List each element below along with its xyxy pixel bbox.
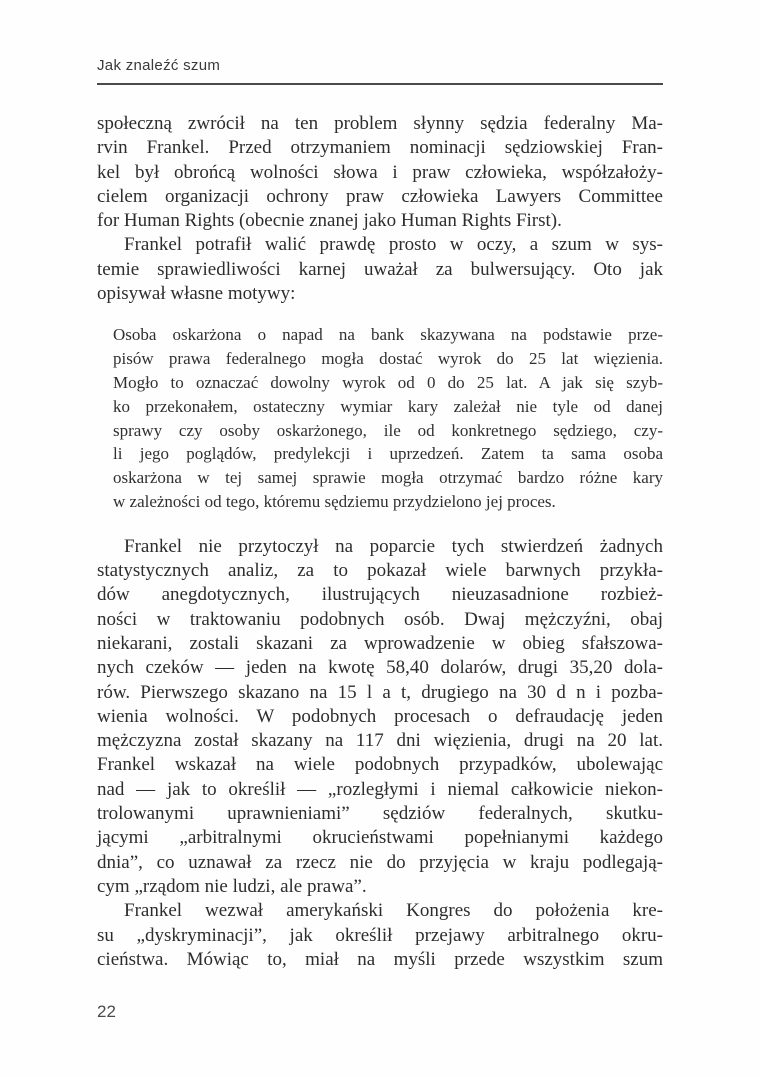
- running-header: [97, 57, 663, 85]
- header-rule: [97, 83, 663, 85]
- text-line: Mogło to oznaczać dowolny wyrok od 0 do 25 lat. A jak się szyb-: [113, 372, 663, 392]
- text-line: mężczyzna został skazany na 117 dni więzienia, drugi na 20 lat.: [97, 730, 663, 752]
- text-line: społeczną zwrócił na ten problem słynny sędzia federalny Ma-: [97, 113, 663, 134]
- text-line: wienia wolności. W podobnych procesach o defraudację jeden: [97, 705, 663, 727]
- text-line: statystycznych analiz, za to pokazał wiele barwnych przykła-: [97, 560, 663, 582]
- text-line: cieństwa. Mówiąc to, miał na myśli przede wszystkim szum: [97, 948, 663, 970]
- text-line: w zależności od tego, któremu sędziemu przydzielono jej proces.: [113, 491, 556, 511]
- text-line: for Human Rights (obecnie znanej jako Human Rights First).: [97, 210, 562, 232]
- text-line: temie sprawiedliwości karnej uważał za bulwersujący. Oto jak: [97, 258, 663, 280]
- text-line: kel był obrońcą wolności słowa i praw człowieka, współzałoży-: [97, 161, 663, 183]
- text-line: nad — jak to określił — „rozległymi i niemal całkowicie niekon-: [97, 778, 663, 800]
- text-line: ności w traktowaniu podobnych osób. Dwaj mężczyźni, obaj: [97, 608, 663, 630]
- text-line: pisów prawa federalnego mogła dostać wyrok do 25 lat więzienia.: [113, 349, 663, 369]
- text-line: nych czeków — jeden na kwotę 58,40 dolarów, drugi 35,20 dola-: [97, 657, 663, 679]
- paragraph-2: [97, 233, 663, 306]
- text-line: Frankel wskazał na wiele podobnych przypadków, ubolewając: [97, 754, 663, 776]
- text-line: rów. Pierwszego skazano na 15 l a t, drugiego na 30 d n i pozba-: [97, 681, 663, 703]
- text-line: cielem organizacji ochrony praw człowieka Lawyers Committee: [97, 185, 663, 207]
- text-line: Frankel potrafił walić prawdę prosto w oczy, a szum w sys-: [124, 234, 663, 256]
- paragraph-4: [97, 899, 663, 972]
- text-line: rvin Frankel. Przed otrzymaniem nominacji sędziowskiej Fran-: [97, 137, 663, 159]
- block-quote: [97, 323, 663, 513]
- text-line: dnia”, co uznawał za rzecz nie do przyjęcia w kraju podlegają-: [97, 851, 663, 873]
- text-line: Frankel nie przytoczył na poparcie tych stwierdzeń żadnych: [124, 535, 663, 557]
- page-body: [97, 112, 663, 972]
- text-line: opisywał własne motywy:: [97, 283, 296, 305]
- text-line: sprawy czy osoby oskarżonego, ile od konkretnego sędziego, czy-: [113, 420, 663, 440]
- running-header-title: Jak znaleźć szum: [97, 57, 221, 74]
- text-line: niekarani, zostali skazani za wprowadzenie w obieg sfałszowa-: [97, 632, 663, 654]
- paragraph-1: [97, 112, 663, 233]
- page-number: 22: [97, 1002, 116, 1021]
- paragraph-3: [97, 535, 663, 899]
- text-line: trolowanymi uprawnieniami” sędziów federalnych, skutku-: [97, 803, 663, 825]
- text-line: dów anegdotycznych, ilustrujących nieuzasadnione rozbież-: [97, 584, 663, 606]
- text-line: li jego poglądów, predylekcji i uprzedzeń. Zatem ta sama osoba: [113, 444, 663, 464]
- text-line: oskarżona w tej samej sprawie mogła otrzymać bardzo różne kary: [113, 468, 663, 488]
- text-line: Frankel wezwał amerykański Kongres do położenia kre-: [124, 900, 663, 922]
- text-line: Osoba oskarżona o napad na bank skazywana na podstawie prze-: [113, 325, 663, 345]
- text-line: ko przekonałem, ostateczny wymiar kary zależał nie tyle od danej: [113, 396, 663, 416]
- text-line: su „dyskryminacji”, jak określił przejawy arbitralnego okru-: [97, 924, 663, 946]
- text-line: cym „rządom nie ludzi, ale prawa”.: [97, 875, 367, 897]
- text-line: jącymi „arbitralnymi okrucieństwami popełnianymi każdego: [97, 827, 663, 849]
